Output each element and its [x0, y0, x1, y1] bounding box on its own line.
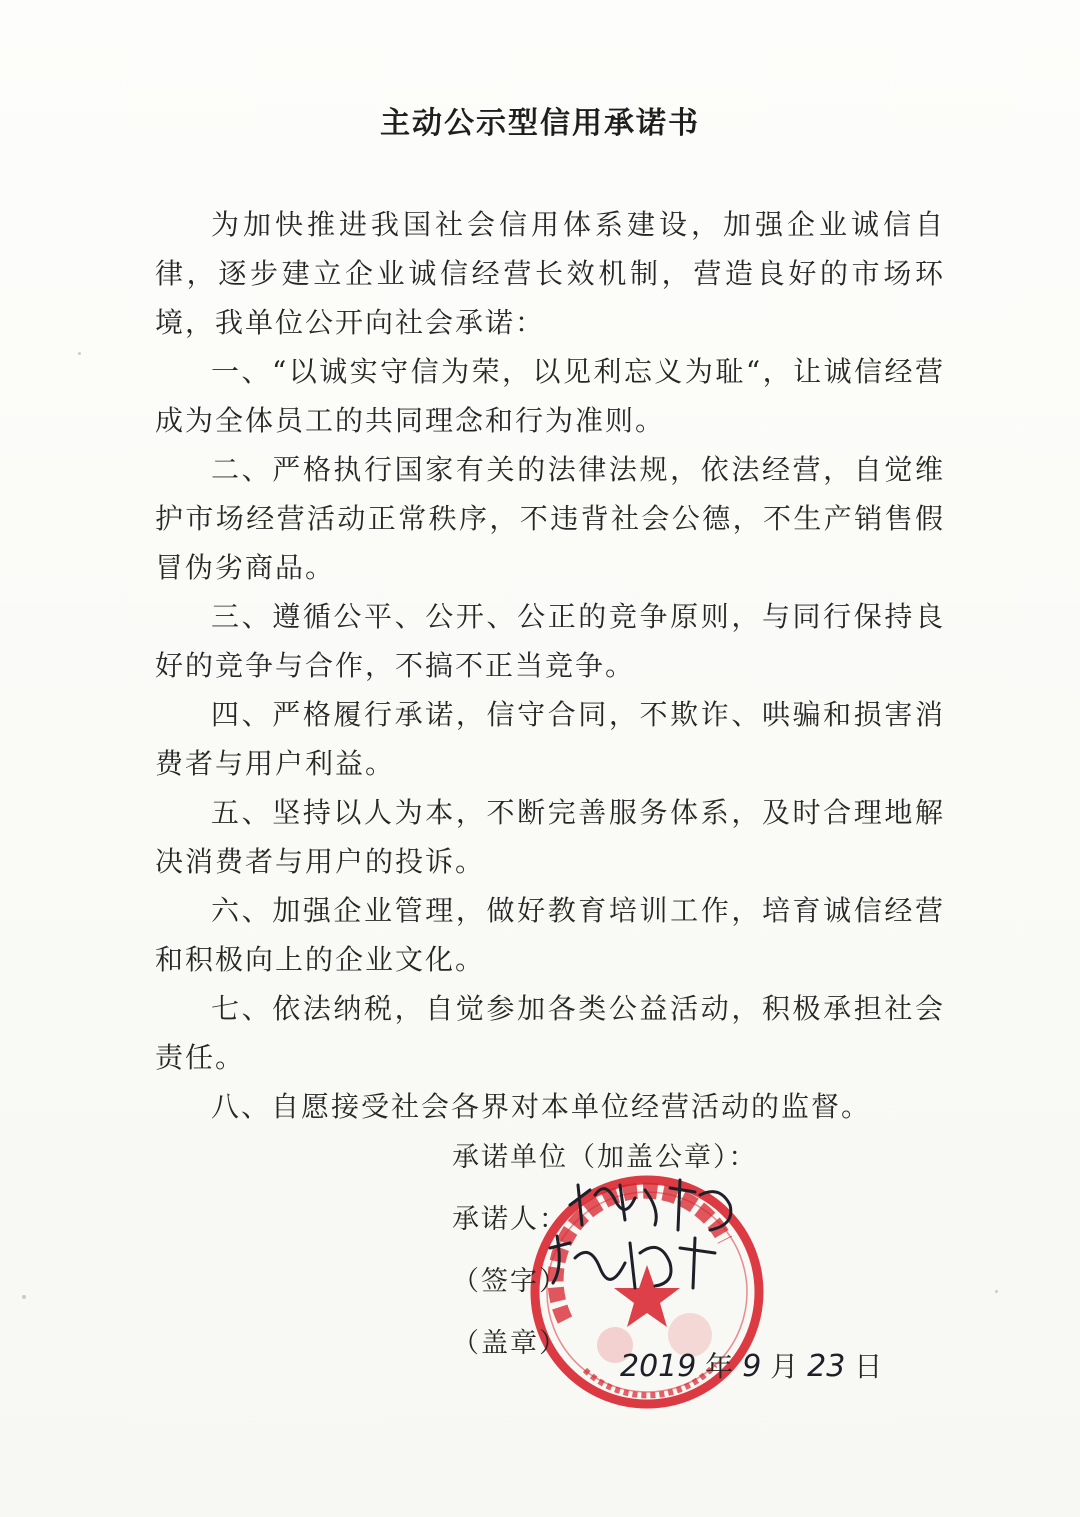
date-month-suffix: 月	[770, 1350, 799, 1383]
pledge-item-2: 二、严格执行国家有关的法律法规，依法经营，自觉维护市场经营活动正常秩序，不违背社会公德，不生产销售假冒伪劣商品。	[155, 453, 945, 584]
pledge-item-8: 八、自愿接受社会各界对本单位经营活动的监督。	[211, 1090, 872, 1123]
paper-speck	[78, 352, 81, 355]
signature-label: （签字）	[452, 1266, 568, 1297]
pledge-item-5: 五、坚持以人为本，不断完善服务体系，及时合理地解决消费者与用户的投诉。	[155, 796, 945, 878]
pledge-item-1: 一、“以诚实守信为荣，以见利忘义为耻“，让诚信经营成为全体员工的共同理念和行为准则。	[155, 355, 945, 437]
intro-paragraph: 为加快推进我国社会信用体系建设，加强企业诚信自律，逐步建立企业诚信经营长效机制，营造良好的市场环境，我单位公开向社会承诺：	[155, 208, 945, 339]
date-day-suffix: 日	[854, 1350, 883, 1383]
handwritten-signature-2	[545, 1228, 725, 1298]
pledge-unit-label: 承诺单位（加盖公章）：	[452, 1142, 758, 1173]
date-day-handwritten: 23	[807, 1349, 846, 1384]
stamp-label: （盖章）	[452, 1328, 568, 1359]
date-year-suffix: 年	[705, 1350, 734, 1383]
document-body	[155, 200, 945, 1131]
pledge-item-6: 六、加强企业管理，做好教育培训工作，培育诚信经营和积极向上的企业文化。	[155, 894, 945, 976]
date-year-handwritten: 2019	[620, 1349, 697, 1384]
pledge-item-7: 七、依法纳税，自觉参加各类公益活动，积极承担社会责任。	[155, 992, 945, 1074]
signing-date	[620, 1345, 882, 1385]
paper-speck	[995, 1290, 998, 1293]
pledge-item-4: 四、严格履行承诺，信守合同，不欺诈、哄骗和损害消费者与用户利益。	[155, 698, 945, 780]
paper-speck	[22, 1295, 26, 1299]
pledge-person-label: 承诺人：	[452, 1204, 568, 1235]
document-title: 主动公示型信用承诺书	[380, 106, 700, 141]
date-month-handwritten: 9	[742, 1349, 762, 1384]
pledge-item-3: 三、遵循公平、公开、公正的竞争原则，与同行保持良好的竞争与合作，不搞不正当竞争。	[155, 600, 945, 682]
